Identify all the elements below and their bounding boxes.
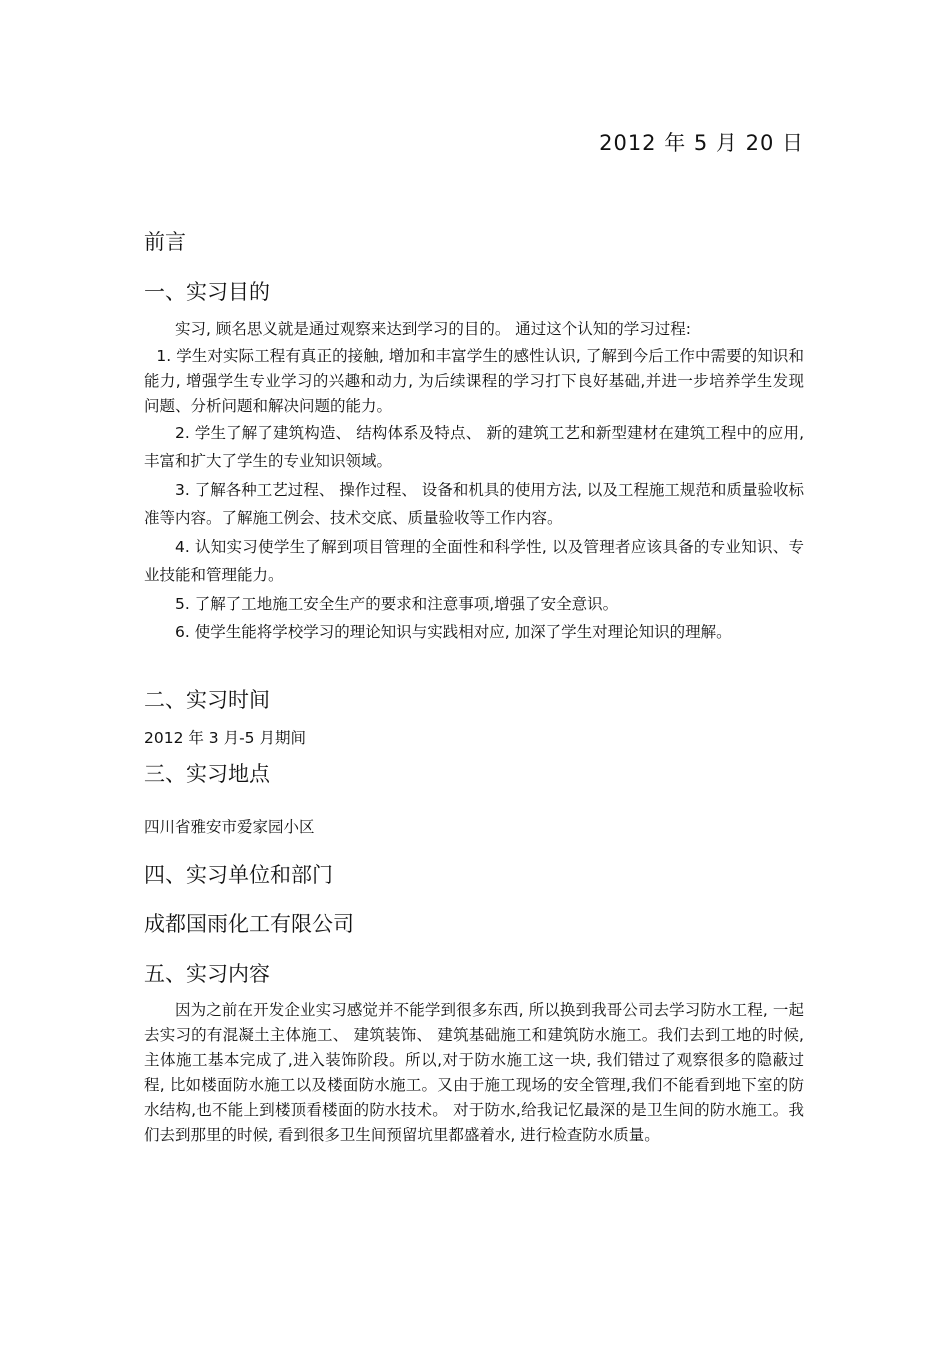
section-1-heading: 一、实习目的 <box>144 280 270 304</box>
document-date: 2012 年 5 月 20 日 <box>599 131 804 155</box>
section-4-heading: 四、实习单位和部门 <box>144 863 333 887</box>
section-3-heading: 三、实习地点 <box>144 762 270 786</box>
section-1-item-6: 6. 使学生能将学校学习的理论知识与实践相对应, 加深了学生对理论知识的理解。 <box>175 623 732 641</box>
section-4-content: 成都国雨化工有限公司 <box>144 912 354 936</box>
section-1-item-2: 2. 学生了解了建筑构造、 结构体系及特点、 新的建筑工艺和新型建材在建筑工程中的应用,丰富和扩大了学生的专业知识领域。 <box>144 423 804 470</box>
section-1-item-3: 3. 了解各种工艺过程、 操作过程、 设备和机具的使用方法, 以及工程施工规范和质量验收标准等内容。了解施工例会、技术交底、质量验收等工作内容。 <box>144 480 804 527</box>
section-1-item-4: 4. 认知实习使学生了解到项目管理的全面性和科学性, 以及管理者应该具备的专业知识、专业技能和管理能力。 <box>144 537 804 584</box>
section-3-content: 四川省雅安市爱家园小区 <box>144 818 315 836</box>
section-1-body <box>144 315 804 647</box>
section-2-heading: 二、实习时间 <box>144 688 270 712</box>
preface-heading: 前言 <box>144 230 186 254</box>
section-2-content: 2012 年 3 月-5 月期间 <box>144 729 306 747</box>
section-5-content: 因为之前在开发企业实习感觉并不能学到很多东西, 所以换到我哥公司去学习防水工程, 一起去实习的有混凝土主体施工、 建筑装饰、 建筑基础施工和建筑防水施工。我们去到工地的时候,主体施工基本完成了,进入装饰阶段。所以,对于防水施工这一块, 我们错过了观察很多的隐蔽过程, 比如楼面防水施工以及楼面防水施工。又由于施工现场的安全管理,我们不能看到地下室的防水结构,也不能上到楼顶看楼面的防水技术。 对于防水,给我记忆最深的是卫生间的防水施工。我们去到那里的时候, 看到很多卫生间预留坑里都盛着水, 进行检查防水质量。 <box>144 1001 804 1144</box>
section-1-intro: 实习, 顾名思义就是通过观察来达到学习的目的。 通过这个认知的学习过程: <box>175 320 692 338</box>
section-5-heading: 五、实习内容 <box>144 962 270 986</box>
section-5-body <box>144 998 804 1148</box>
section-1-item-5: 5. 了解了工地施工安全生产的要求和注意事项,增强了安全意识。 <box>175 594 619 613</box>
section-1-item-1: 1. 学生对实际工程有真正的接触, 增加和丰富学生的感性认识, 了解到今后工作中需要的知识和能力, 增强学生专业学习的兴趣和动力, 为后续课程的学习打下良好基础,并进一步培养学生发现问题、分析问题和解决问题的能力。 <box>144 346 804 415</box>
